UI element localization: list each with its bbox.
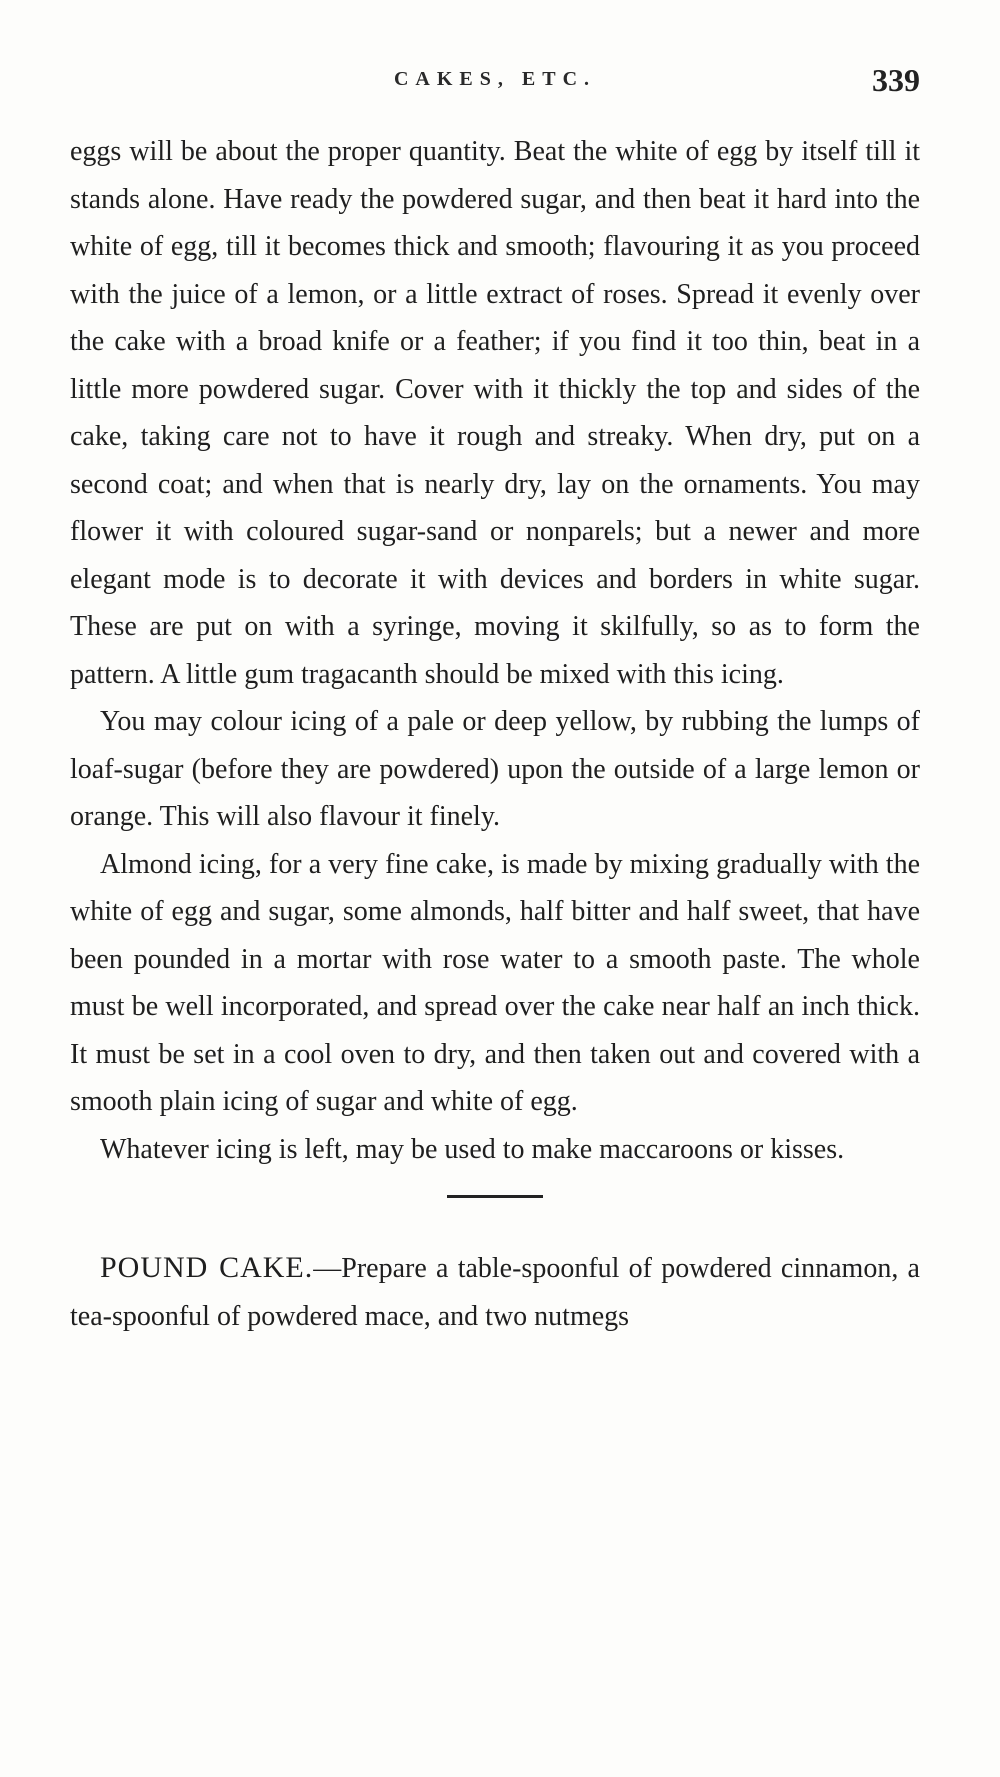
page-number: 339 [872, 62, 920, 98]
paragraph-icing-continued: eggs will be about the proper quantity. Beat the white of egg by itself till it stands alone. Have ready the powdered sugar, and then beat it hard into the white of egg, till it becomes thick and smooth; flavouring it as you proceed with the juice of a lemon, or a little extract of roses. Spread it evenly over the cake with a broad knife or a feather; if you find it too thin, beat in a little more powdered sugar. Cover with it thickly the top and sides of the cake, taking care not to have it rough and streaky. When dry, put on a second coat; and when that is nearly dry, lay on the ornaments. You may flower it with coloured sugar-sand or nonparels; but a newer and more elegant mode is to decorate it with devices and borders in white sugar. These are put on with a syringe, moving it skilfully, so as to form the pattern. A little gum tragacanth should be mixed with this icing. [70, 136, 920, 690]
paragraph-leftover-icing: Whatever icing is left, may be used to make maccaroons or kisses. [100, 1133, 845, 1165]
recipe-text: —Prepare a table-spoonful of powdered cinnamon, a tea-spoonful of powdered mace, and two nutmegs [70, 1253, 920, 1332]
recipe-pound-cake [70, 1244, 920, 1340]
section-divider [447, 1195, 543, 1198]
recipe-title: POUND CAKE. [100, 1251, 314, 1284]
page-body [70, 128, 920, 1340]
page-header [70, 62, 920, 102]
paragraph-colour-icing: You may colour icing of a pale or deep yellow, by rubbing the lumps of loaf-sugar (before they are powdered) upon the outside of a large lemon or orange. This will also flavour it finely. [70, 706, 920, 832]
running-head: CAKES, ETC. [393, 68, 597, 90]
paragraph-almond-icing: Almond icing, for a very fine cake, is made by mixing gradually with the white of egg and sugar, some almonds, half bitter and half sweet, that have been pounded in a mortar with rose water to a smooth paste. The whole must be well incorporated, and spread over the cake near half an inch thick. It must be set in a cool oven to dry, and then taken out and covered with a smooth plain icing of sugar and white of egg. [70, 848, 920, 1117]
